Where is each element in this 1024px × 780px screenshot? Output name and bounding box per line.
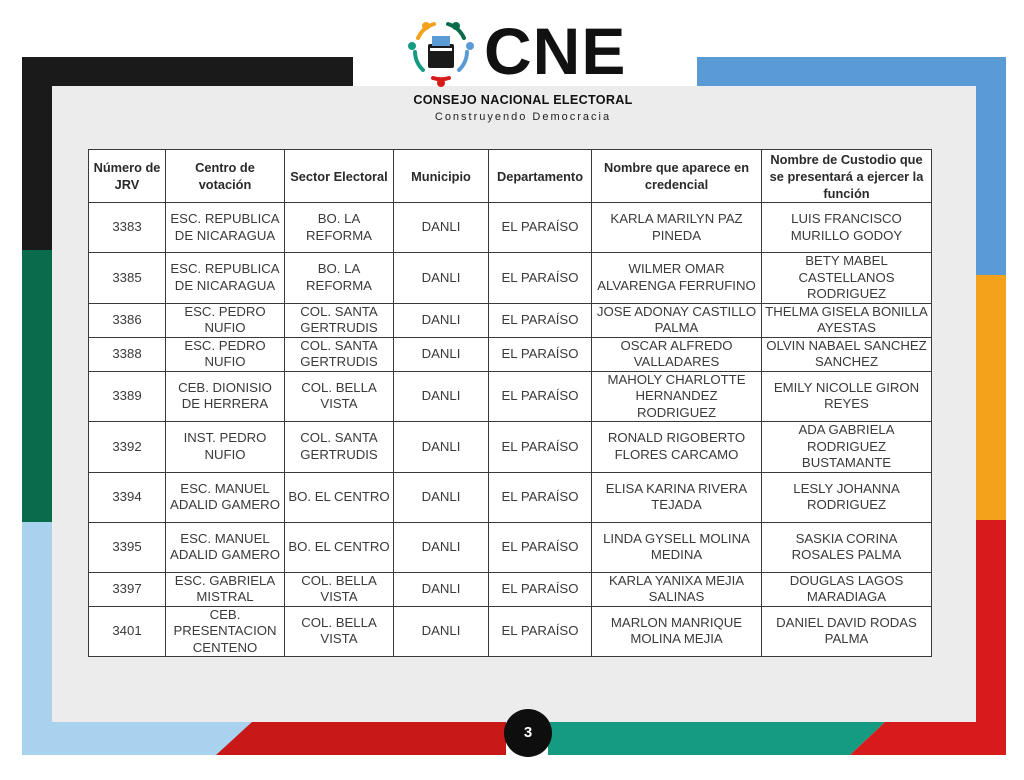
department-cell: EL PARAÍSO [489,572,592,606]
jrv-number-cell: 3392 [89,422,166,473]
frame-bottom-lightblue [22,722,252,755]
custodian-name-cell: SASKIA CORINA ROSALES PALMA [762,522,932,572]
jrv-number-cell: 3386 [89,303,166,337]
jrv-number-cell: 3383 [89,203,166,253]
logo-wordmark: CNE [484,14,627,88]
credential-name-cell: LINDA GYSELL MOLINA MEDINA [592,522,762,572]
frame-bottom-teal [548,722,885,755]
header-nombre-custodio: Nombre de Custodio que se presentará a ejercer la función [762,150,932,203]
municipality-cell: DANLI [394,203,489,253]
voting-center-cell: ESC. GABRIELA MISTRAL [166,572,285,606]
frame-right-orange [976,275,1006,520]
department-cell: EL PARAÍSO [489,203,592,253]
voting-center-cell: ESC. MANUEL ADALID GAMERO [166,472,285,522]
jrv-custodian-table [88,149,932,657]
table-row [89,337,932,371]
table-header-row [89,150,932,203]
municipality-cell: DANLI [394,522,489,572]
table-row [89,371,932,422]
header-numero-jrv: Número de JRV [89,150,166,203]
organization-name: CONSEJO NACIONAL ELECTORAL [413,93,633,107]
credential-name-cell: RONALD RIGOBERTO FLORES CARCAMO [592,422,762,473]
credential-name-cell: KARLA YANIXA MEJIA SALINAS [592,572,762,606]
department-cell: EL PARAÍSO [489,303,592,337]
table-row [89,422,932,473]
frame-right-blue [976,57,1006,275]
municipality-cell: DANLI [394,253,489,304]
voting-center-cell: CEB. PRESENTACION CENTENO [166,606,285,657]
sector-cell: COL. BELLA VISTA [285,371,394,422]
sector-cell: COL. SANTA GERTRUDIS [285,422,394,473]
sector-cell: COL. BELLA VISTA [285,572,394,606]
custodian-name-cell: EMILY NICOLLE GIRON REYES [762,371,932,422]
credential-name-cell: JOSE ADONAY CASTILLO PALMA [592,303,762,337]
table-row [89,572,932,606]
municipality-cell: DANLI [394,572,489,606]
voting-center-cell: ESC. PEDRO NUFIO [166,337,285,371]
department-cell: EL PARAÍSO [489,371,592,422]
sector-cell: BO. LA REFORMA [285,203,394,253]
ballot-box-people-icon [404,14,478,88]
voting-center-cell: ESC. PEDRO NUFIO [166,303,285,337]
credential-name-cell: MARLON MANRIQUE MOLINA MEJIA [592,606,762,657]
custodian-name-cell: BETY MABEL CASTELLANOS RODRIGUEZ [762,253,932,304]
department-cell: EL PARAÍSO [489,522,592,572]
voting-center-cell: ESC. MANUEL ADALID GAMERO [166,522,285,572]
jrv-number-cell: 3394 [89,472,166,522]
jrv-number-cell: 3401 [89,606,166,657]
department-cell: EL PARAÍSO [489,337,592,371]
sector-cell: BO. EL CENTRO [285,472,394,522]
header-centro-votacion: Centro de votación [166,150,285,203]
voting-center-cell: ESC. REPUBLICA DE NICARAGUA [166,203,285,253]
table-row [89,522,932,572]
sector-cell: COL. BELLA VISTA [285,606,394,657]
voting-center-cell: INST. PEDRO NUFIO [166,422,285,473]
frame-black-band [22,57,353,86]
custodian-name-cell: LESLY JOHANNA RODRIGUEZ [762,472,932,522]
page-number-badge: 3 [504,709,552,757]
custodian-name-cell: DANIEL DAVID RODAS PALMA [762,606,932,657]
municipality-cell: DANLI [394,422,489,473]
table-row [89,606,932,657]
frame-left-green [22,250,52,522]
header-sector-electoral: Sector Electoral [285,150,394,203]
credential-name-cell: KARLA MARILYN PAZ PINEDA [592,203,762,253]
table-row [89,303,932,337]
jrv-number-cell: 3389 [89,371,166,422]
frame-right-red [976,520,1006,755]
sector-cell: COL. SANTA GERTRUDIS [285,337,394,371]
voting-center-cell: CEB. DIONISIO DE HERRERA [166,371,285,422]
table-row [89,203,932,253]
credential-name-cell: ELISA KARINA RIVERA TEJADA [592,472,762,522]
custodian-name-cell: LUIS FRANCISCO MURILLO GODOY [762,203,932,253]
municipality-cell: DANLI [394,472,489,522]
frame-top-blue [697,57,1006,86]
department-cell: EL PARAÍSO [489,606,592,657]
jrv-number-cell: 3385 [89,253,166,304]
municipality-cell: DANLI [394,337,489,371]
frame-left-lightblue [22,522,52,755]
sector-cell: COL. SANTA GERTRUDIS [285,303,394,337]
sector-cell: BO. EL CENTRO [285,522,394,572]
municipality-cell: DANLI [394,371,489,422]
table-row [89,472,932,522]
municipality-cell: DANLI [394,606,489,657]
jrv-number-cell: 3397 [89,572,166,606]
table-row [89,253,932,304]
credential-name-cell: WILMER OMAR ALVARENGA FERRUFINO [592,253,762,304]
custodian-name-cell: DOUGLAS LAGOS MARADIAGA [762,572,932,606]
cne-logo [398,10,648,126]
frame-bottom-red [216,722,506,755]
custodian-name-cell: THELMA GISELA BONILLA AYESTAS [762,303,932,337]
custodian-name-cell: ADA GABRIELA RODRIGUEZ BUSTAMANTE [762,422,932,473]
department-cell: EL PARAÍSO [489,422,592,473]
municipality-cell: DANLI [394,303,489,337]
sector-cell: BO. LA REFORMA [285,253,394,304]
header-nombre-credencial: Nombre que aparece en credencial [592,150,762,203]
header-municipio: Municipio [394,150,489,203]
department-cell: EL PARAÍSO [489,253,592,304]
header-departamento: Departamento [489,150,592,203]
voting-center-cell: ESC. REPUBLICA DE NICARAGUA [166,253,285,304]
credential-name-cell: MAHOLY CHARLOTTE HERNANDEZ RODRIGUEZ [592,371,762,422]
custodian-name-cell: OLVIN NABAEL SANCHEZ SANCHEZ [762,337,932,371]
jrv-number-cell: 3388 [89,337,166,371]
credential-name-cell: OSCAR ALFREDO VALLADARES [592,337,762,371]
organization-slogan: Construyendo Democracia [434,111,612,123]
department-cell: EL PARAÍSO [489,472,592,522]
jrv-number-cell: 3395 [89,522,166,572]
frame-left-black [22,57,52,250]
